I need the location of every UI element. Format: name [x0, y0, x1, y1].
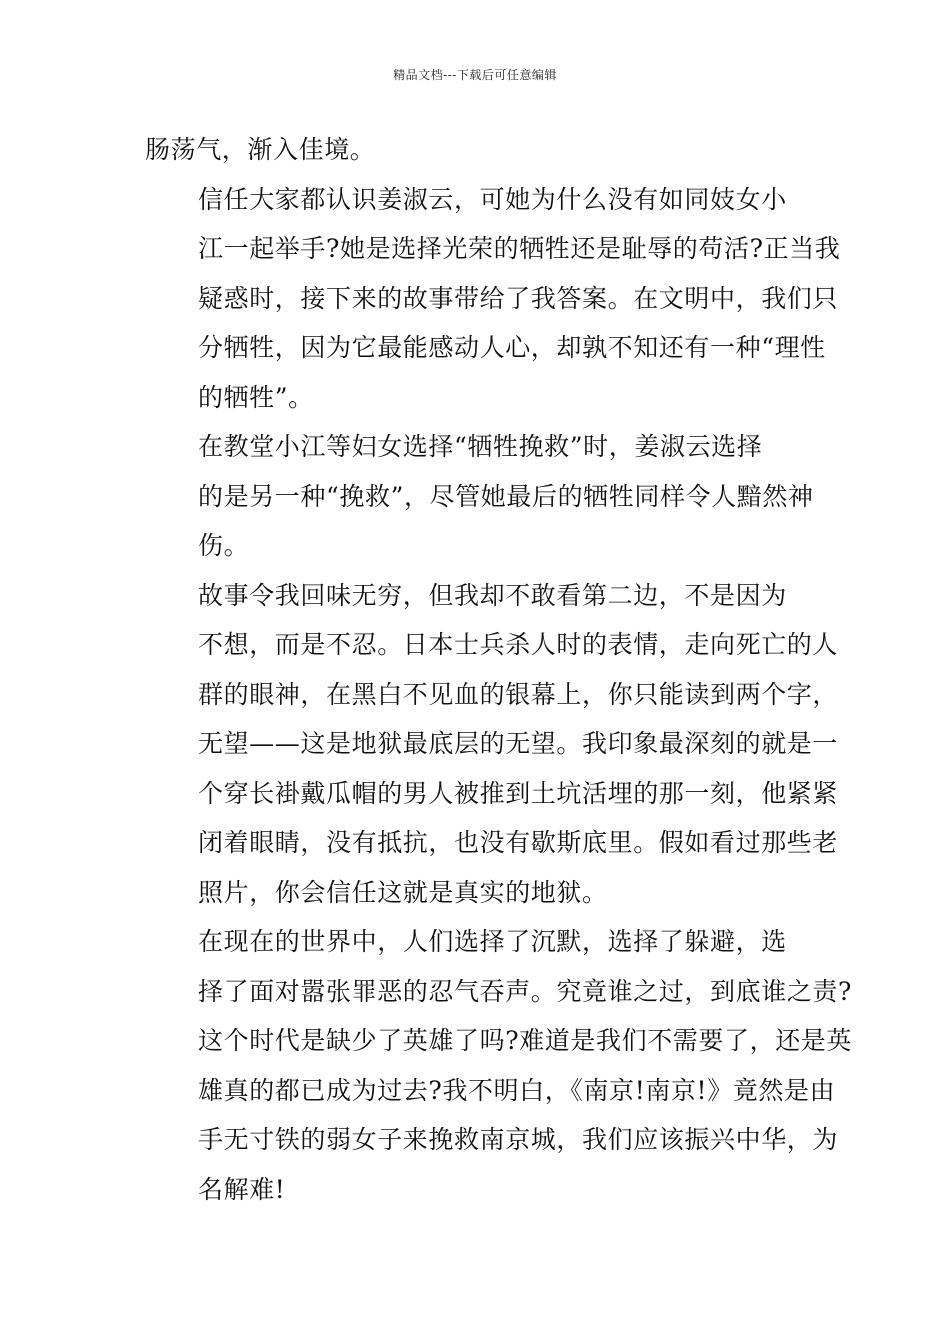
text-line: 的是另一种“挽救”，尽管她最后的牺牲同样令人黯然神 — [198, 481, 814, 511]
paragraph-trust-jiang-shuyun — [145, 175, 841, 423]
text-line: 这个时代是缺少了英雄了吗?难道是我们不需要了，还是英 — [198, 1026, 853, 1055]
paragraph-modern-world — [145, 917, 853, 1214]
text-line: 肠荡气，渐入佳境。 — [145, 135, 376, 164]
text-line: 江一起举手?她是选择光荣的牺牲还是耻辱的苟活?正当我 — [198, 234, 841, 263]
text-line: 不想，而是不忍。日本士兵杀人时的表情，走向死亡的人 — [198, 630, 839, 659]
text-line: 手无寸铁的弱女子来挽救南京城，我们应该振兴中华，为 — [198, 1125, 839, 1154]
text-line: 闭着眼睛，没有抵抗，也没有歇斯底里。假如看过那些老 — [198, 828, 839, 857]
text-line: 在教堂小江等妇女选择“牺牲挽救”时，姜淑云选择 — [198, 432, 763, 461]
text-line: 故事令我回味无穷，但我却不敢看第二边，不是因为 — [198, 580, 787, 610]
page-header: 精品文档---下载后可任意编辑 — [393, 68, 557, 82]
text-line: 择了面对嚣张罪恶的忍气吞声。究竟谁之过，到底谁之责? — [198, 976, 853, 1006]
text-line: 名解难! — [198, 1174, 286, 1204]
text-line: 群的眼神，在黑白不见血的银幕上，你只能读到两个字， — [198, 679, 839, 709]
text-line: 信任大家都认识姜淑云，可她为什么没有如同妓女小 — [198, 184, 787, 214]
paragraph-church-choice — [145, 422, 814, 571]
paragraph-story-reflection — [145, 571, 839, 918]
paragraph-continuation — [145, 125, 809, 175]
text-line: 无望——这是地狱最底层的无望。我印象最深刻的就是一 — [198, 729, 839, 758]
text-line: 雄真的都已成为过去?我不明白，《南京!南京!》竟然是由 — [198, 1075, 836, 1105]
text-line: 的牺牲”。 — [198, 382, 314, 412]
text-line: 照片，你会信任这就是真实的地狱。 — [198, 877, 608, 907]
text-line: 分牺牲，因为它最能感动人心，却孰不知还有一种“理性 — [198, 333, 826, 362]
text-line: 个穿长褂戴瓜帽的男人被推到土坑活埋的那一刻，他紧紧 — [198, 778, 839, 808]
text-line: 在现在的世界中，人们选择了沉默，选择了躲避，选 — [198, 927, 787, 956]
text-line: 疑惑时，接下来的故事带给了我答案。在文明中，我们只 — [198, 283, 839, 313]
document-body — [145, 125, 853, 1214]
text-line: 伤。 — [198, 531, 250, 560]
